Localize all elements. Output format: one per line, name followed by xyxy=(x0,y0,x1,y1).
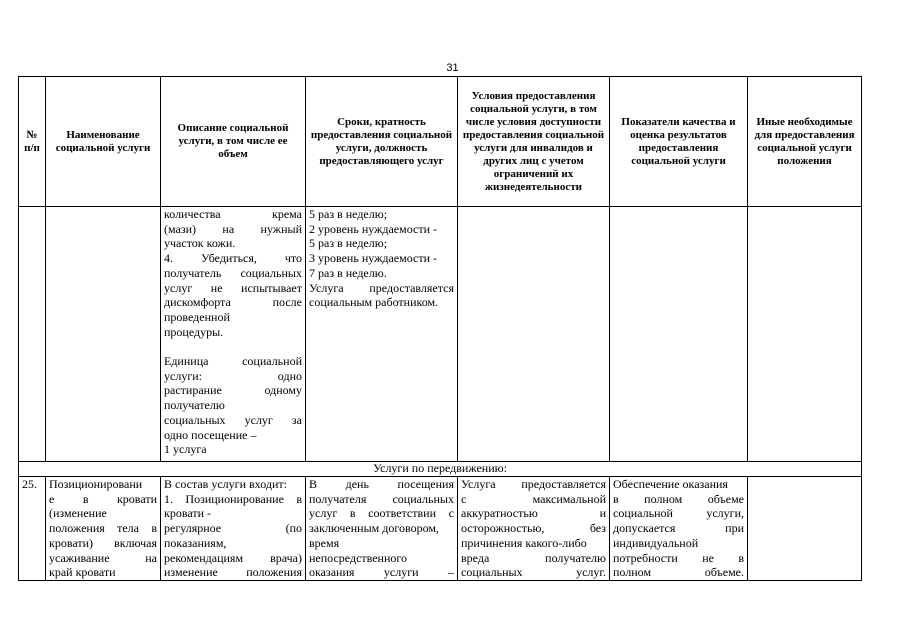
row25-conditions-cell xyxy=(458,477,610,581)
row25-cond-line: вреда получателю xyxy=(461,550,606,565)
row25-name-line: Позиционировани xyxy=(49,477,143,491)
cont-conditions-cell xyxy=(458,207,610,462)
cont-terms-line: 5 раз в неделю; xyxy=(309,236,388,251)
row25-name-line: положения тела в xyxy=(49,521,157,536)
cont-terms-line: Услуга предоставляется xyxy=(309,280,454,295)
row25-quality-line: полном объеме. xyxy=(613,565,744,580)
row25-name-cell xyxy=(46,477,161,581)
section-title: Услуги по передвижению: xyxy=(19,462,862,477)
cont-desc-line: услуг не испытывает xyxy=(164,280,302,295)
row25-terms-cell xyxy=(306,477,458,581)
row25-desc-line: кровати - xyxy=(164,506,212,521)
cont-desc-line: (мази) на нужный xyxy=(164,221,302,236)
row25-cond-line: социальных услуг. xyxy=(461,565,606,580)
cont-terms-line: социальным работником. xyxy=(309,295,439,310)
row25-name-line: (изменение xyxy=(49,506,107,521)
header-number: № п/п xyxy=(19,77,46,207)
cont-terms-line: 7 раз в неделю. xyxy=(309,265,387,280)
row25-name-line: кровати) включая xyxy=(49,535,157,550)
cont-terms-line: 2 уровень нуждаемости - xyxy=(309,221,438,236)
cont-unit-line: получателю xyxy=(164,398,225,413)
cont-quality-cell xyxy=(610,207,748,462)
row25-quality-line: допускается при xyxy=(613,521,744,536)
cont-unit-line: растирание одному xyxy=(164,383,302,398)
row25-desc-line: регулярное (по xyxy=(164,521,302,536)
cont-unit-line: услуги: одно xyxy=(164,368,302,383)
row25-cond-line: с максимальной xyxy=(461,491,606,506)
cont-desc-line: участок кожи. xyxy=(164,236,236,251)
header-quality: Показатели качества и оценка результатов предоставления социальной услуги xyxy=(610,77,748,207)
row25-quality-line: потребности не в xyxy=(613,550,744,565)
section-row xyxy=(19,462,862,477)
row25-name-line: усаживание на xyxy=(49,550,157,565)
row25-desc-line: изменение положения xyxy=(164,565,302,580)
cont-unit-line: Единица социальной xyxy=(164,354,302,369)
page-number: 31 xyxy=(446,62,459,74)
cont-terms-line: 5 раз в неделю; xyxy=(309,207,388,221)
row25-name-line: край кровати xyxy=(49,565,116,580)
cont-unit-line: 1 услуга xyxy=(164,442,207,457)
row25-desc-line: В состав услуги входит: xyxy=(164,477,287,491)
header-terms: Сроки, кратность предоставления социальной услуги, должность предоставляющего услуг xyxy=(306,77,458,207)
row25-description-cell xyxy=(161,477,306,581)
social-services-table xyxy=(18,76,862,581)
row25-terms-line: непосредственного xyxy=(309,550,408,565)
header-conditions: Условия предоставления социальной услуги, в том числе условия доступности предоставления социальной услуги для инвалидов и других лиц с учетом ограничений их жизнедеятельности xyxy=(458,77,610,207)
row25-cond-line: причинения какого-либо xyxy=(461,535,587,550)
table-header-row xyxy=(19,77,862,207)
row25-cond-line: осторожностью, без xyxy=(461,521,606,536)
table-row-25 xyxy=(19,477,862,581)
row25-terms-line: услуг в соответствии с xyxy=(309,506,454,521)
row25-quality-line: индивидуальной xyxy=(613,535,699,550)
row25-cond-line: аккуратностью и xyxy=(461,506,606,521)
row25-desc-line: рекомендациям врача) xyxy=(164,550,302,565)
row25-desc-line: показаниям, xyxy=(164,535,227,550)
cont-number-cell xyxy=(19,207,46,462)
cont-unit-line: одно посещение – xyxy=(164,427,257,442)
row25-desc-line: 1. Позиционирование в xyxy=(164,491,302,506)
row25-other-cell xyxy=(748,477,862,581)
row25-terms-line: В день посещения xyxy=(309,477,454,491)
row25-quality-line: в полном объеме xyxy=(613,491,744,506)
row25-terms-line: оказания услуги – xyxy=(309,565,454,580)
row25-terms-line: заключенным договором, xyxy=(309,521,439,536)
cont-terms-line: 3 уровень нуждаемости - xyxy=(309,251,438,266)
cont-desc-line: получатель социальных xyxy=(164,265,302,280)
row25-terms-line: время xyxy=(309,535,340,550)
row25-cond-line: Услуга предоставляется xyxy=(461,477,606,491)
header-service-name: Наименование социальной услуги xyxy=(46,77,161,207)
cont-desc-line: дискомфорта после xyxy=(164,295,302,310)
header-other: Иные необходимые для предоставления социальной услуги положения xyxy=(748,77,862,207)
cont-description-cell xyxy=(161,207,306,462)
cont-name-cell xyxy=(46,207,161,462)
cont-other-cell xyxy=(748,207,862,462)
cont-desc-line: 4. Убедиться, что xyxy=(164,251,302,266)
cont-unit-line: социальных услуг за xyxy=(164,412,302,427)
cont-desc-line: проведенной xyxy=(164,309,230,324)
row25-quality-line: социальной услуги, xyxy=(613,506,744,521)
header-description: Описание социальной услуги, в том числе ее объем xyxy=(161,77,306,207)
cont-terms-cell xyxy=(306,207,458,462)
row25-name-line: е в кровати xyxy=(49,491,157,506)
paragraph-gap xyxy=(164,339,302,354)
row25-number: 25. xyxy=(19,477,46,581)
row25-quality-line: Обеспечение оказания xyxy=(613,477,728,491)
table-row-continuation xyxy=(19,207,862,462)
row25-terms-line: получателя социальных xyxy=(309,491,454,506)
cont-desc-line: процедуры. xyxy=(164,324,224,339)
row25-quality-cell xyxy=(610,477,748,581)
cont-desc-line: количества крема xyxy=(164,207,302,221)
